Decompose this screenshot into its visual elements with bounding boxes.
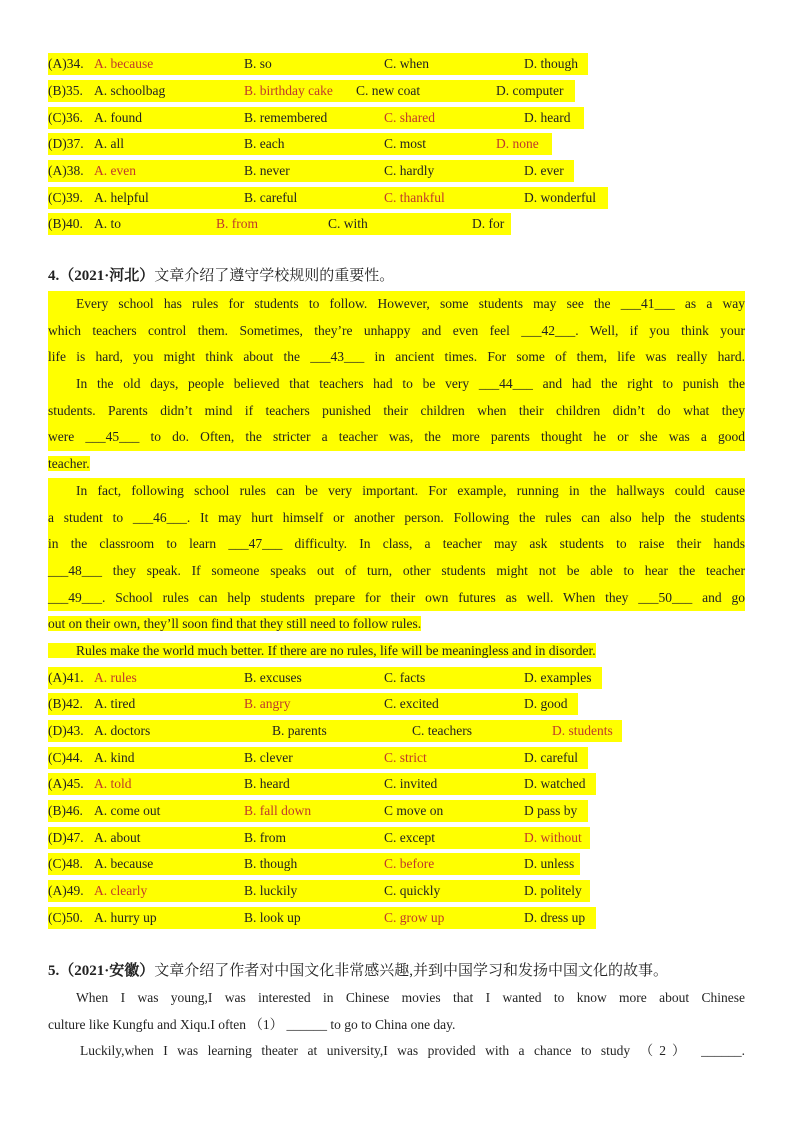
section5-number: 5.（2021·安徽）: [48, 963, 155, 979]
option-a: A. schoolbag: [94, 83, 166, 98]
option-b: B. look up: [244, 910, 301, 925]
section5-heading: [48, 959, 668, 980]
option-row-37: [48, 133, 552, 155]
passage-line: a student to ___46___. It may hurt himself or another person. Following the rules can also help the students: [48, 505, 745, 532]
option-c: C. strict: [384, 750, 427, 765]
option-c: C. most: [384, 136, 427, 151]
passage-line: which teachers control them. Sometimes, they’re unhappy and even feel ___42___. Well, if you think your: [48, 318, 745, 345]
option-d: D pass by: [524, 803, 578, 818]
option-a: A. about: [94, 830, 141, 845]
section4-description: 文章介绍了遵守学校规则的重要性。: [154, 268, 395, 284]
option-b: B. from: [244, 830, 286, 845]
option-d: D. examples: [524, 670, 592, 685]
passage-line: ___49___. School rules can help students prepare for their own futures as well. When they ___50___ and go: [48, 585, 745, 612]
section5-description: 文章介绍了作者对中国文化非常感兴趣,并到中国学习和发扬中国文化的故事。: [154, 963, 669, 979]
section5-passage: [48, 985, 745, 1065]
passage-line: When I was young,I was interested in Chinese movies that I wanted to know more about Chinese: [76, 990, 745, 1005]
passage-line: culture like Kungfu and Xiqu.I often （1） ______ to go to China one day.: [48, 1016, 456, 1032]
option-a: A. even: [94, 163, 136, 178]
passage-line: were ___45___ to do. Often, the stricter a teacher was, the more parents thought he or she was a good: [48, 424, 745, 451]
passage-line: [48, 638, 745, 665]
option-d: D. wonderful: [524, 190, 596, 205]
option-a: A. clearly: [94, 883, 148, 898]
passage-line: in the classroom to learn ___47___ difficulty. In class, a teacher may ask students to raise their hands: [48, 531, 745, 558]
section4-heading: [48, 264, 394, 285]
option-key: (C)39.: [48, 190, 83, 205]
option-d: D. heard: [524, 110, 571, 125]
option-key: (C)48.: [48, 856, 83, 871]
option-b: B. remembered: [244, 110, 328, 125]
option-row-50: [48, 907, 596, 929]
option-c: C. quickly: [384, 883, 441, 898]
option-b: B. fall down: [244, 803, 312, 818]
option-b: B. excuses: [244, 670, 302, 685]
option-a: A. all: [94, 136, 124, 151]
option-c: C. excited: [384, 696, 439, 711]
option-c: C. when: [384, 56, 429, 71]
option-b: B. though: [244, 856, 298, 871]
passage-line: In fact, following school rules can be very important. For example, running in the hallways could cause: [48, 478, 745, 505]
option-key: (A)49.: [48, 883, 84, 898]
option-c: C. shared: [384, 110, 435, 125]
option-key: (A)34.: [48, 56, 84, 71]
passage-line-text: Rules make the world much better. If there are no rules, life will be meaningless and in disorder.: [48, 643, 596, 658]
option-b: B. angry: [244, 696, 291, 711]
passage-line: Luckily,when I was learning theater at university,I was provided with a chance to study （2） ______.: [80, 1043, 745, 1059]
option-d: D. none: [496, 136, 539, 151]
option-key: (C)44.: [48, 750, 83, 765]
option-key: (B)35.: [48, 83, 83, 98]
option-key: (A)38.: [48, 163, 84, 178]
option-c: C. grow up: [384, 910, 445, 925]
option-c: C. before: [384, 856, 435, 871]
option-key: (B)46.: [48, 803, 83, 818]
option-b: B. clever: [244, 750, 293, 765]
option-a: A. found: [94, 110, 142, 125]
option-key: (C)36.: [48, 110, 83, 125]
passage-line: ___48___ they speak. If someone speaks out of turn, other students might not be able to hear the teacher: [48, 558, 745, 585]
option-row-47: [48, 827, 590, 849]
option-a: A. doctors: [94, 723, 151, 738]
passage-line-text: out on their own, they’ll soon find that they still need to follow rules.: [48, 616, 422, 632]
passage-paragraph-4: [48, 638, 745, 665]
section4-number: 4.（2021·河北）: [48, 268, 155, 284]
option-row-49: [48, 880, 590, 902]
option-d: D. computer: [496, 83, 564, 98]
passage-line: In the old days, people believed that teachers had to be very ___44___ and had the right to punish the: [48, 371, 745, 398]
option-c: C. new coat: [356, 83, 421, 98]
option-key: (B)40.: [48, 216, 83, 231]
passage-line: [48, 451, 745, 478]
option-c: C. invited: [384, 776, 438, 791]
passage-paragraph-3: [48, 478, 745, 638]
option-row-48: [48, 853, 580, 875]
option-a: A. tired: [94, 696, 136, 711]
option-a: A. rules: [94, 670, 137, 685]
passage-line: Every school has rules for students to follow. However, some students may see the ___41___ as a way: [48, 291, 745, 318]
option-c: C. facts: [384, 670, 426, 685]
option-b: B. each: [244, 136, 285, 151]
option-key: (A)41.: [48, 670, 84, 685]
option-d: D. politely: [524, 883, 582, 898]
option-row-40: [48, 213, 511, 235]
option-a: A. kind: [94, 750, 135, 765]
option-c: C. with: [328, 216, 368, 231]
option-row-36: [48, 107, 584, 129]
option-d: D. watched: [524, 776, 586, 791]
option-b: B. from: [216, 216, 258, 231]
option-b: B. heard: [244, 776, 290, 791]
option-b: B. luckily: [244, 883, 298, 898]
option-key: (A)45.: [48, 776, 84, 791]
option-d: D. without: [524, 830, 582, 845]
option-row-45: [48, 773, 596, 795]
option-row-41: [48, 667, 602, 689]
option-b: B. birthday cake: [244, 83, 333, 98]
option-row-39: [48, 187, 608, 209]
option-d: D. careful: [524, 750, 578, 765]
option-row-34: [48, 53, 588, 75]
passage-line: [48, 611, 745, 638]
option-key: (D)37.: [48, 136, 84, 151]
option-a: A. told: [94, 776, 132, 791]
option-d: D. for: [472, 216, 505, 231]
option-d: D. dress up: [524, 910, 586, 925]
option-key: (D)43.: [48, 723, 84, 738]
option-key: (B)42.: [48, 696, 83, 711]
option-a: A. hurry up: [94, 910, 157, 925]
option-d: D. students: [552, 723, 613, 738]
option-b: B. so: [244, 56, 272, 71]
option-d: D. good: [524, 696, 568, 711]
option-d: D. though: [524, 56, 578, 71]
option-a: A. to: [94, 216, 121, 231]
passage-paragraph-2: [48, 371, 745, 478]
option-c: C. thankful: [384, 190, 445, 205]
option-row-46: [48, 800, 588, 822]
passage-line: life is hard, you might think about the ___43___ in ancient times. For some of them, life was really hard.: [48, 344, 745, 371]
option-d: D. unless: [524, 856, 575, 871]
option-a: A. helpful: [94, 190, 149, 205]
option-b: B. careful: [244, 190, 298, 205]
option-c: C. teachers: [412, 723, 472, 738]
option-row-38: [48, 160, 574, 182]
option-d: D. ever: [524, 163, 564, 178]
option-b: B. never: [244, 163, 290, 178]
option-key: (D)47.: [48, 830, 84, 845]
option-row-35: [48, 80, 575, 102]
option-c: C. hardly: [384, 163, 435, 178]
option-row-42: [48, 693, 578, 715]
passage-paragraph-1: [48, 291, 745, 371]
option-a: A. because: [94, 56, 154, 71]
passage-line-text: teacher.: [48, 456, 90, 472]
passage-line: students. Parents didn’t mind if teachers punished their children when their children didn’t do what they: [48, 398, 745, 425]
option-key: (C)50.: [48, 910, 83, 925]
option-c: C. except: [384, 830, 435, 845]
option-a: A. come out: [94, 803, 161, 818]
option-b: B. parents: [272, 723, 327, 738]
option-row-43: [48, 720, 622, 742]
option-c: C move on: [384, 803, 444, 818]
option-row-44: [48, 747, 588, 769]
option-a: A. because: [94, 856, 154, 871]
